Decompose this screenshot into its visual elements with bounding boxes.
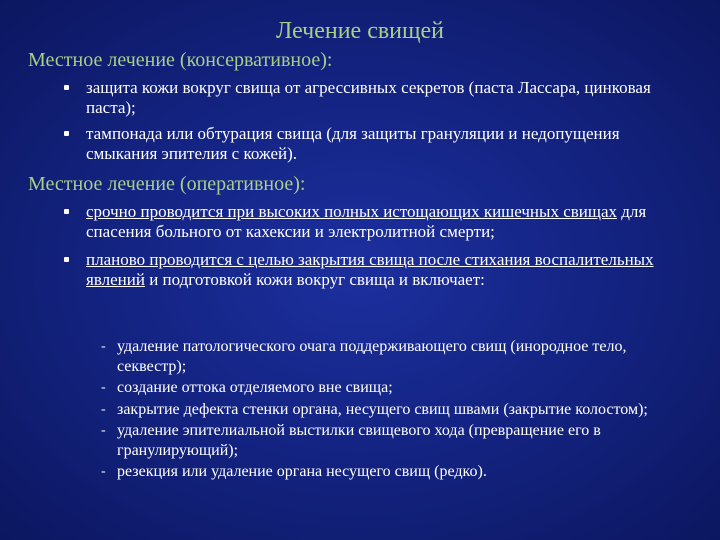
sub-list-item-text: удаление эпителиальной выстилки свищевого хода (превращение его в гранулирующий); — [117, 422, 601, 459]
sub-list-item-text: закрытие дефекта стенки органа, несущего свищ швами (закрытие колостом); — [117, 400, 648, 418]
list-item — [86, 124, 686, 164]
operative-list — [86, 202, 696, 290]
dash-icon: - — [101, 380, 106, 395]
sub-list-item — [101, 400, 697, 420]
list-item-text: тампонада или обтурация свища (для защиты грануляции и недопущения смыкания эпителия с кожей). — [86, 124, 620, 163]
dash-icon: - — [101, 464, 106, 479]
list-item-underlined-text: планово проводится с целью закрытия свища после стихания воспалительных явлений — [86, 250, 654, 289]
list-item-text: для спасения больного от кахексии и электролитной смерти; — [86, 202, 647, 241]
bullet-icon — [64, 209, 69, 214]
dash-icon: - — [101, 401, 106, 417]
bullet-icon — [64, 131, 69, 136]
slide-title: Лечение свищей — [275, 18, 445, 44]
sub-list-item-text: создание оттока отделяемого вне свища; — [117, 379, 393, 396]
sub-list-item — [101, 337, 697, 376]
bullet-icon — [64, 85, 69, 90]
list-item-text: и подготовкой кожи вокруг свища и включает: — [144, 270, 485, 289]
sub-list-item — [101, 462, 697, 482]
sub-list-item — [101, 378, 697, 398]
section-heading-operative: Местное лечение (оперативное): — [28, 173, 306, 195]
sub-list-item-text: резекция или удаление органа несущего свищ (редко). — [117, 463, 487, 480]
list-item — [86, 78, 686, 118]
list-item-text: защита кожи вокруг свища от агрессивных секретов (паста Лассара, цинковая паста); — [86, 78, 651, 117]
list-item — [86, 202, 696, 242]
section-heading-conservative: Местное лечение (консервативное): — [28, 49, 333, 71]
dash-icon: - — [101, 339, 106, 354]
dash-icon: - — [101, 423, 106, 438]
conservative-list — [86, 78, 686, 164]
sub-list-item-text: удаление патологического очага поддерживающего свищ (инородное тело, секвестр); — [117, 338, 627, 375]
list-item-underlined-text: срочно проводится при высоких полных истощающих кишечных свищах — [86, 202, 618, 221]
operative-sub-list — [101, 337, 697, 482]
sub-list-item — [101, 421, 697, 460]
list-item — [86, 250, 696, 290]
bullet-icon — [64, 257, 69, 262]
